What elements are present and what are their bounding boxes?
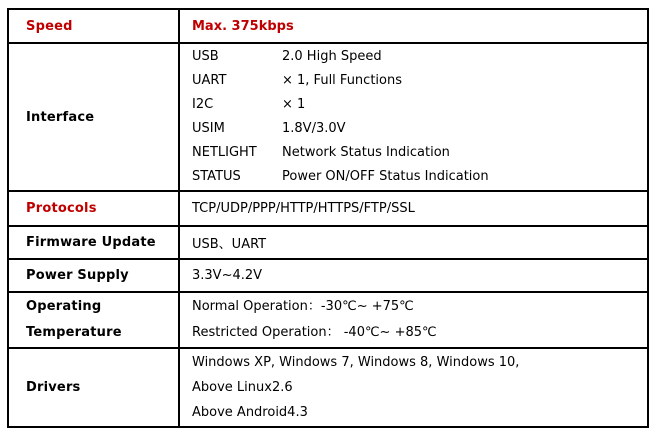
interface-item-name: UART [192, 73, 227, 88]
row-value-speed: Max. 375kbps [179, 9, 648, 43]
interface-item-name: NETLIGHT [192, 145, 257, 160]
interface-item-usb [192, 45, 646, 69]
spec-table [7, 8, 649, 428]
interface-item-status [192, 165, 646, 189]
interface-item-value: 1.8V/3.0V [282, 121, 346, 136]
drivers-values [192, 350, 646, 425]
row-value-firmware-update: USB、UART [179, 226, 648, 259]
table-row-firmware-update [8, 226, 648, 259]
row-value-power-supply: 3.3V~4.2V [179, 259, 648, 292]
table-row-speed [8, 9, 648, 43]
row-label-firmware-update: Firmware Update [8, 226, 179, 259]
row-value-operating-temperature [179, 292, 648, 348]
interface-item-name: I2C [192, 97, 214, 112]
interface-item-usim [192, 117, 646, 141]
table-row-power-supply [8, 259, 648, 292]
interface-item-value: × 1, Full Functions [282, 73, 402, 88]
interface-item-value: Network Status Indication [282, 145, 450, 160]
temperature-line-normal: Normal Operation：-30℃~ +75℃ [192, 299, 414, 314]
row-label-operating-temperature [8, 292, 179, 348]
operating-temperature-values [192, 294, 646, 346]
row-value-interface [179, 43, 648, 191]
row-value-protocols: TCP/UDP/PPP/HTTP/HTTPS/FTP/SSL [179, 191, 648, 226]
drivers-line-android: Above Android4.3 [192, 405, 308, 420]
table-row-interface [8, 43, 648, 191]
row-label-interface: Interface [8, 43, 179, 191]
table-row-operating-temperature [8, 292, 648, 348]
interface-item-netlight [192, 141, 646, 165]
drivers-line-linux: Above Linux2.6 [192, 380, 293, 395]
interface-item-name: USIM [192, 121, 225, 136]
operating-temperature-label [26, 294, 177, 346]
row-label-speed: Speed [8, 9, 179, 43]
label-line: Temperature [26, 325, 122, 340]
temperature-line-restricted: Restricted Operation： -40℃~ +85℃ [192, 325, 437, 340]
interface-item-value: × 1 [282, 97, 306, 112]
row-label-power-supply: Power Supply [8, 259, 179, 292]
interface-item-value: Power ON/OFF Status Indication [282, 169, 489, 184]
row-label-protocols: Protocols [8, 191, 179, 226]
interface-item-i2c [192, 93, 646, 117]
table-row-drivers [8, 348, 648, 427]
table-row-protocols [8, 191, 648, 226]
interface-item-name: USB [192, 49, 219, 64]
interface-sub-table [192, 45, 646, 189]
row-value-drivers [179, 348, 648, 427]
interface-item-uart [192, 69, 646, 93]
drivers-line-windows: Windows XP, Windows 7, Windows 8, Windows 10, [192, 355, 520, 370]
label-line: Operating [26, 299, 102, 314]
interface-item-name: STATUS [192, 169, 241, 184]
interface-item-value: 2.0 High Speed [282, 49, 382, 64]
row-label-drivers: Drivers [8, 348, 179, 427]
